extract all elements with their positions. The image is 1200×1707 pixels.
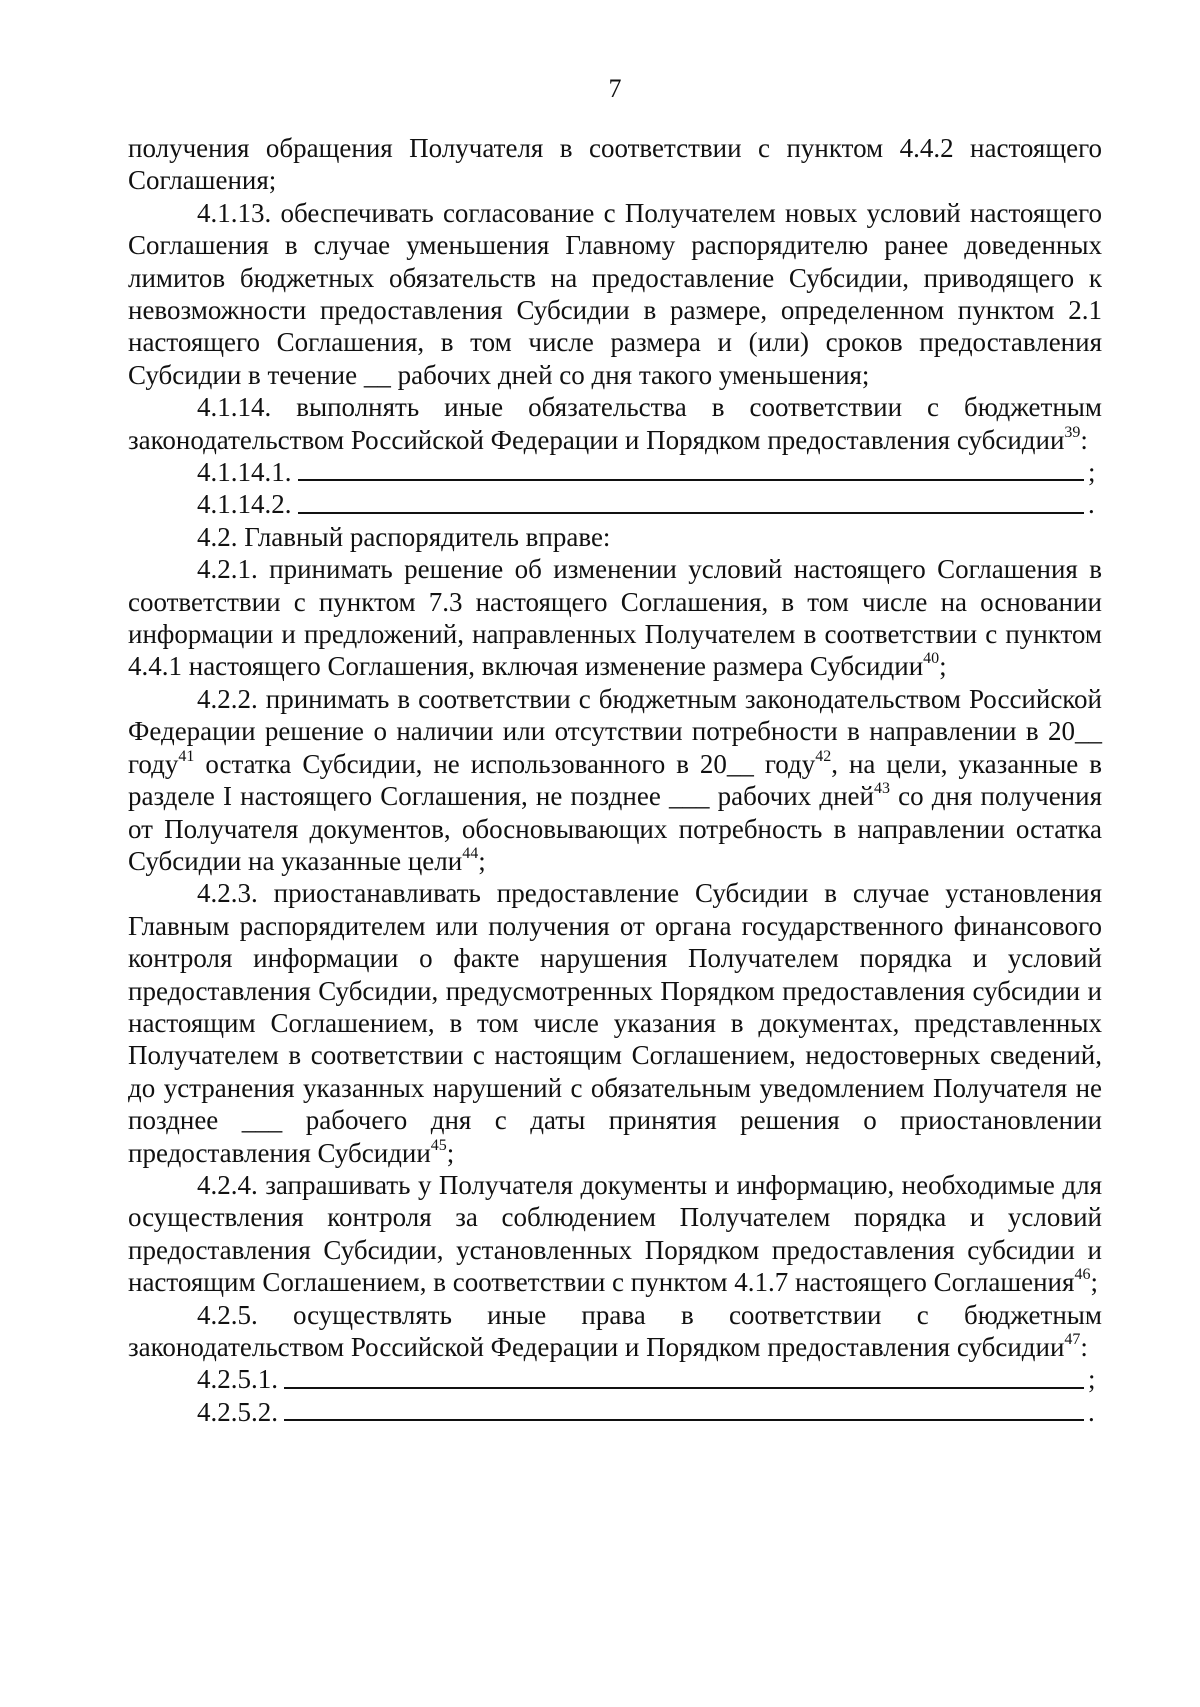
- blank-end: .: [1088, 489, 1095, 520]
- paragraph-4-2-1: 4.2.1. принимать решение об изменении условий настоящего Соглашения в соответствии с пунктом 7.3 настоящего Соглашения, в том числе на основании информации и предложений, направленных Получателем в соответствии с пунктом 4.4.1 настоящего Соглашения, включая изменение размера Субсидии$^{40}$;: [128, 554, 1102, 682]
- paragraph-4-2-3: 4.2.3. приостанавливать предоставление Субсидии в случае установления Главным распорядителем или получения от органа государственного финансового контроля информации о факте нарушения Получателем порядка и условий предоставления Субсидии, предусмотренных Порядком предоставления субсидии и настоящим Соглашением, в том числе указания в документах, представленных Получателем в соответствии с настоящим Соглашением, недостоверных сведений, до устранения указанных нарушений с обязательным уведомлением Получателя не позднее ___ рабочего дня с даты принятия решения о приостановлении предоставления Субсидии$^{45}$;: [128, 878, 1102, 1168]
- blank-line-4-2-5-2: [197, 1396, 1102, 1428]
- footnote-ref-43: 43: [873, 780, 890, 798]
- paragraph-4-2-5: 4.2.5. осуществлять иные права в соответствии с бюджетным законодательством Российской Федерации и Порядком предоставления субсидии$^{47}$:: [128, 1299, 1102, 1362]
- blank-end: ;: [1088, 457, 1096, 488]
- footnote-ref-40: 40: [923, 650, 940, 668]
- footnote-ref-42: 42: [815, 747, 832, 765]
- fill-in-rule: [298, 512, 1085, 514]
- footnote-ref-41: 41: [178, 747, 195, 765]
- blank-label: 4.1.14.2.: [197, 489, 292, 520]
- blank-end: .: [1088, 1396, 1095, 1427]
- section-4-2-heading: 4.2. Главный распорядитель вправе:: [197, 521, 611, 552]
- blank-label: 4.2.5.1.: [197, 1364, 278, 1395]
- blank-label: 4.1.14.1.: [197, 457, 292, 488]
- blank-end: ;: [1088, 1364, 1096, 1395]
- footnote-ref-39: 39: [1064, 423, 1081, 441]
- paragraph-continuation: получения обращения Получателя в соответствии с пунктом 4.4.2 настоящего Соглашения;: [128, 133, 1102, 196]
- footnote-ref-47: 47: [1064, 1331, 1081, 1348]
- footnote-ref-44: 44: [462, 844, 479, 862]
- blank-label: 4.2.5.2.: [197, 1396, 278, 1427]
- blank-line-4-1-14-1: [197, 456, 1102, 488]
- footnote-ref-45: 45: [430, 1136, 447, 1154]
- paragraph-4-1-14: 4.1.14. выполнять иные обязательства в соответствии с бюджетным законодательством Российской Федерации и Порядком предоставления субсидии$^{39}$:: [128, 392, 1102, 455]
- fill-in-rule: [284, 1419, 1084, 1421]
- page-number: 7: [608, 74, 622, 103]
- blank-line-4-2-5-1: [197, 1363, 1102, 1395]
- fill-in-rule: [284, 1387, 1084, 1389]
- blank-line-4-1-14-2: [197, 488, 1102, 520]
- document-body: [128, 132, 1102, 1428]
- footnote-ref-46: 46: [1074, 1266, 1091, 1284]
- paragraph-4-2-2: 4.2.2. принимать в соответствии с бюджетным законодательством Российской Федерации решение о наличии или отсутствии потребности в направлении в 20__ году$^{41}$ остатка Субсидии, не использованного в 20__ году$^{42}$, на цели, указанные в разделе I настоящего Соглашения, не позднее ___ рабочих дней$^{43}$ со дня получения от Получателя документов, обосновывающих потребность в направлении остатка Субсидии на указанные цели$^{44}$;: [128, 683, 1102, 876]
- fill-in-rule: [298, 479, 1085, 481]
- paragraph-4-1-13: 4.1.13. обеспечивать согласование с Получателем новых условий настоящего Соглашения в случае уменьшения Главному распорядителю ранее доведенных лимитов бюджетных обязательств на предоставление Субсидии, приводящего к невозможности предоставления Субсидии в размере, определенном пунктом 2.1 настоящего Соглашения, в том числе размера и (или) сроков предоставления Субсидии в течение __ рабочих дней со дня такого уменьшения;: [128, 197, 1102, 390]
- paragraph-4-2-4: 4.2.4. запрашивать у Получателя документы и информацию, необходимые для осуществления контроля за соблюдением Получателем порядка и условий предоставления Субсидии, установленных Порядком предоставления субсидии и настоящим Соглашением, в соответствии с пунктом 4.1.7 настоящего Соглашения$^{46}$;: [128, 1169, 1102, 1298]
